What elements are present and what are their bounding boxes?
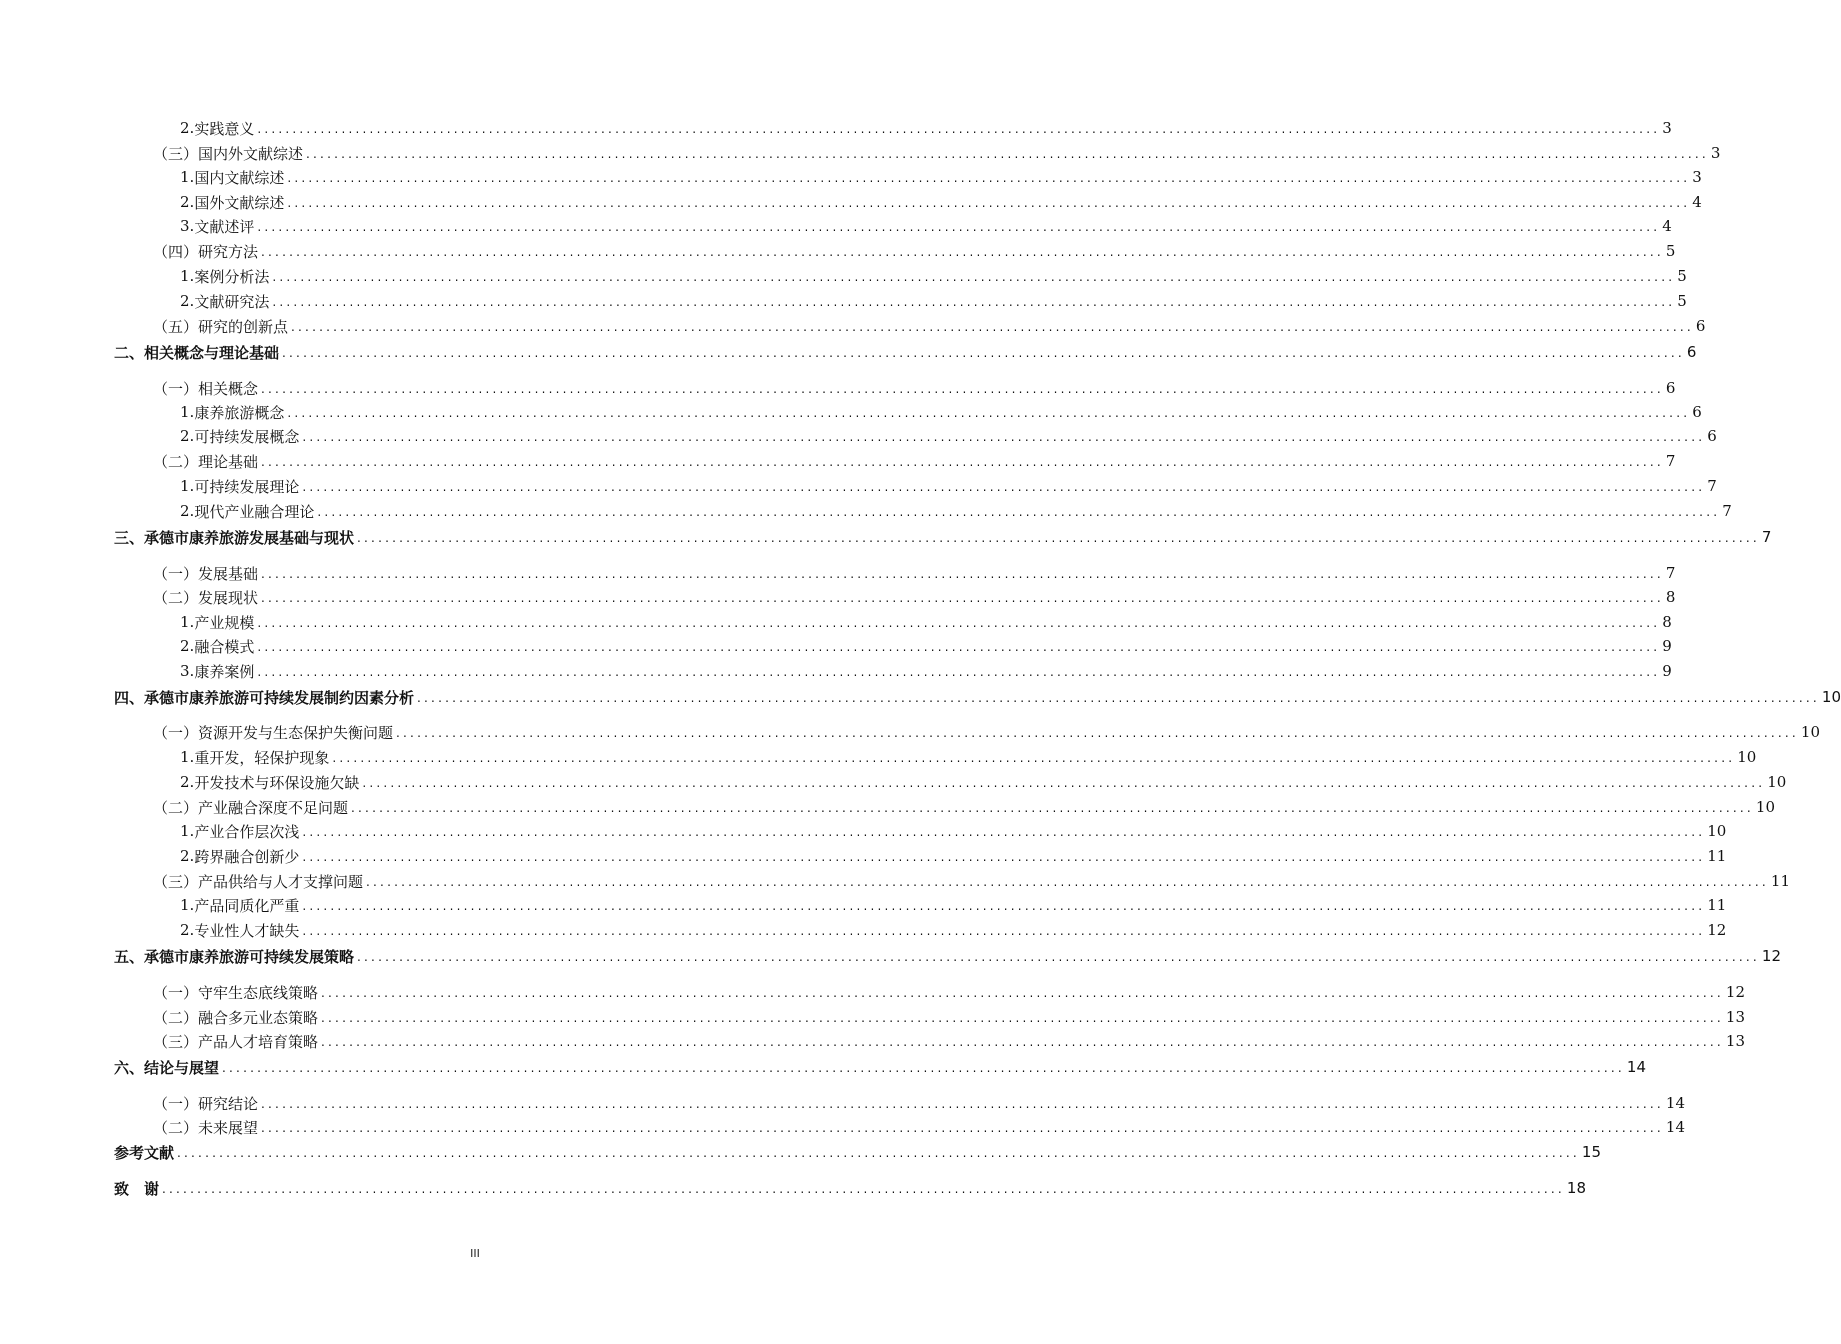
toc-entry-page: 5 (1677, 267, 1687, 285)
toc-leader-dots: ........................................................................................................................................................................................................ (321, 1011, 1724, 1025)
toc-leader-dots: ........................................................................................................................................................................................................ (222, 1061, 1625, 1075)
toc-leader-dots: ........................................................................................................................................................................................................ (261, 1097, 1664, 1111)
toc-entry-number: 3. (180, 217, 195, 235)
toc-leader-dots: ........................................................................................................................................................................................................ (351, 801, 1754, 815)
toc-leader-dots: ........................................................................................................................................................................................................ (282, 346, 1685, 360)
toc-leader-dots: ........................................................................................................................................................................................................ (257, 640, 1661, 654)
toc-entry-number: 二、 (114, 343, 145, 362)
toc-section-entry[interactable] (0, 1116, 1686, 1138)
toc-entry-page: 6 (1686, 343, 1697, 361)
toc-subsection-entry[interactable] (0, 401, 1702, 423)
toc-entry-number: （三） (153, 1032, 199, 1051)
toc-entry-page: 7 (1665, 452, 1676, 470)
toc-entry-page: 4 (1692, 193, 1702, 211)
toc-entry-title: 康养案例 (194, 662, 255, 681)
toc-entry-page: 10 (1737, 748, 1757, 766)
toc-entry-number: 2. (180, 427, 195, 445)
toc-entry-page: 6 (1695, 317, 1706, 335)
toc-entry-number: 2. (180, 921, 195, 939)
toc-entry-number: 1. (180, 477, 195, 495)
toc-entry-page: 14 (1665, 1094, 1686, 1112)
toc-subsection-entry[interactable] (0, 166, 1702, 188)
toc-entry-page: 10 (1767, 773, 1787, 791)
toc-leader-dots: ........................................................................................................................................................................................................ (302, 480, 1706, 494)
toc-entry-title: 国内外文献综述 (198, 144, 304, 163)
toc-entry-title: 产品同质化严重 (194, 896, 300, 915)
toc-entry-title: 文献研究法 (194, 292, 270, 311)
toc-entry-page: 10 (1821, 688, 1841, 706)
toc-entry-number: （二） (153, 798, 199, 817)
toc-entry-number: 五、 (114, 947, 145, 966)
toc-chapter-entry[interactable] (0, 341, 1697, 363)
toc-entry-title: 跨界融合创新少 (194, 847, 300, 866)
toc-entry-number: 2. (180, 637, 195, 655)
toc-leader-dots: ........................................................................................................................................................................................................ (287, 196, 1691, 210)
toc-entry-number: 2. (180, 773, 195, 791)
toc-entry-number: 1. (180, 613, 195, 631)
toc-subsection-entry[interactable] (0, 771, 1787, 793)
toc-entry-page: 11 (1707, 847, 1727, 865)
toc-leader-dots: ........................................................................................................................................................................................................ (177, 1146, 1580, 1160)
toc-entry-page: 3 (1692, 168, 1702, 186)
toc-leader-dots: ........................................................................................................................................................................................................ (257, 220, 1661, 234)
toc-section-entry[interactable] (0, 981, 1746, 1003)
toc-entry-page: 3 (1662, 119, 1672, 137)
toc-entry-title: 国内文献综述 (194, 168, 285, 187)
toc-leader-dots: ........................................................................................................................................................................................................ (261, 382, 1664, 396)
toc-chapter-entry[interactable] (0, 1177, 1586, 1199)
toc-entry-number: （一） (153, 983, 199, 1002)
toc-entry-title: 研究结论 (198, 1094, 259, 1113)
toc-leader-dots: ........................................................................................................................................................................................................ (261, 591, 1664, 605)
toc-entry-number: （一） (153, 723, 199, 742)
toc-entry-number: （二） (153, 1008, 199, 1027)
toc-leader-dots: ........................................................................................................................................................................................................ (357, 950, 1760, 964)
toc-entry-title: 相关概念 (198, 379, 259, 398)
toc-entry-number: （二） (153, 1118, 199, 1137)
toc-entry-title: 相关概念与理论基础 (144, 343, 280, 362)
toc-entry-title: 产业合作层次浅 (194, 822, 300, 841)
toc-section-entry[interactable] (0, 142, 1721, 164)
toc-entry-page: 6 (1665, 379, 1676, 397)
toc-entry-title: 承德市康养旅游可持续发展策略 (144, 947, 355, 966)
toc-chapter-entry[interactable] (0, 945, 1782, 967)
toc-leader-dots: ........................................................................................................................................................................................................ (302, 825, 1706, 839)
toc-section-entry[interactable] (0, 315, 1706, 337)
toc-entry-number: 2. (180, 193, 195, 211)
toc-entry-title: 产品供给与人才支撑问题 (198, 872, 364, 891)
toc-entry-number: 2. (180, 847, 195, 865)
toc-entry-title: 研究的创新点 (198, 317, 289, 336)
toc-entry-number: （一） (153, 1094, 199, 1113)
toc-leader-dots: ........................................................................................................................................................................................................ (261, 1121, 1664, 1135)
toc-entry-title: 未来展望 (198, 1118, 259, 1137)
toc-entry-page: 7 (1722, 502, 1732, 520)
toc-entry-page: 14 (1626, 1058, 1647, 1076)
toc-entry-title: 可持续发展概念 (194, 427, 300, 446)
toc-entry-page: 9 (1662, 662, 1672, 680)
toc-entry-page: 11 (1770, 872, 1791, 890)
toc-subsection-entry[interactable] (0, 611, 1672, 633)
toc-entry-page: 13 (1725, 1008, 1746, 1026)
toc-section-entry[interactable] (0, 1006, 1746, 1028)
toc-leader-dots: ........................................................................................................................................................................................................ (306, 147, 1709, 161)
toc-entry-title: 康养旅游概念 (194, 403, 285, 422)
toc-entry-number: 2. (180, 502, 195, 520)
toc-section-entry[interactable] (0, 377, 1676, 399)
toc-entry-page: 12 (1725, 983, 1746, 1001)
toc-entry-page: 10 (1707, 822, 1727, 840)
toc-entry-number: 六、 (114, 1058, 145, 1077)
toc-section-entry[interactable] (0, 450, 1676, 472)
toc-entry-title: 文献述评 (194, 217, 255, 236)
toc-chapter-entry[interactable] (0, 686, 1841, 708)
toc-entry-title: 资源开发与生态保护失衡问题 (198, 723, 394, 742)
toc-entry-page: 8 (1662, 613, 1672, 631)
toc-subsection-entry[interactable] (0, 117, 1672, 139)
toc-entry-title: 融合模式 (194, 637, 255, 656)
toc-subsection-entry[interactable] (0, 845, 1727, 867)
toc-leader-dots: ........................................................................................................................................................................................................ (162, 1182, 1565, 1196)
toc-section-entry[interactable] (0, 562, 1676, 584)
toc-section-entry[interactable] (0, 1092, 1686, 1114)
toc-entry-page: 9 (1662, 637, 1672, 655)
toc-subsection-entry[interactable] (0, 425, 1717, 447)
toc-subsection-entry[interactable] (0, 660, 1672, 682)
toc-entry-number: 2. (180, 119, 195, 137)
toc-entry-number: 1. (180, 896, 195, 914)
toc-entry-title: 实践意义 (194, 119, 255, 138)
toc-subsection-entry[interactable] (0, 290, 1687, 312)
toc-chapter-entry[interactable] (0, 1056, 1647, 1078)
toc-entry-title: 结论与展望 (144, 1058, 220, 1077)
toc-entry-title: 产业规模 (194, 613, 255, 632)
toc-entry-number: 1. (180, 168, 195, 186)
toc-entry-number: （一） (153, 564, 199, 583)
toc-leader-dots: ........................................................................................................................................................................................................ (302, 850, 1706, 864)
toc-entry-page: 15 (1581, 1143, 1601, 1161)
toc-leader-dots: ........................................................................................................................................................................................................ (321, 1035, 1724, 1049)
toc-subsection-entry[interactable] (0, 215, 1672, 237)
toc-section-entry[interactable] (0, 1030, 1746, 1052)
toc-entry-page: 18 (1566, 1179, 1586, 1197)
toc-section-entry[interactable] (0, 586, 1676, 608)
toc-entry-title: 致 谢 (114, 1179, 160, 1198)
toc-entry-title: 承德市康养旅游可持续发展制约因素分析 (144, 688, 415, 707)
toc-subsection-entry[interactable] (0, 500, 1732, 522)
toc-entry-number: 3. (180, 662, 195, 680)
toc-entry-number: 2. (180, 292, 195, 310)
toc-entry-title: 理论基础 (198, 452, 259, 471)
toc-leader-dots: ........................................................................................................................................................................................................ (261, 245, 1664, 259)
toc-leader-dots: ........................................................................................................................................................................................................ (257, 665, 1661, 679)
toc-chapter-entry[interactable] (0, 526, 1772, 548)
toc-entry-page: 12 (1761, 947, 1782, 965)
toc-entry-page: 6 (1692, 403, 1702, 421)
toc-entry-title: 现代产业融合理论 (194, 502, 315, 521)
toc-entry-title: 发展基础 (198, 564, 259, 583)
toc-leader-dots: ........................................................................................................................................................................................................ (287, 406, 1691, 420)
toc-leader-dots: ........................................................................................................................................................................................................ (291, 320, 1694, 334)
toc-entry-page: 8 (1665, 588, 1676, 606)
toc-subsection-entry[interactable] (0, 265, 1687, 287)
toc-subsection-entry[interactable] (0, 894, 1727, 916)
toc-entry-page: 10 (1800, 723, 1821, 741)
toc-entry-page: 7 (1761, 528, 1772, 546)
toc-leader-dots: ........................................................................................................................................................................................................ (261, 567, 1664, 581)
toc-entry-title: 国外文献综述 (194, 193, 285, 212)
toc-entry-number: （五） (153, 317, 199, 336)
toc-section-entry[interactable] (0, 796, 1776, 818)
toc-subsection-entry[interactable] (0, 746, 1757, 768)
toc-chapter-entry[interactable] (0, 1141, 1601, 1163)
toc-section-entry[interactable] (0, 870, 1791, 892)
toc-leader-dots: ........................................................................................................................................................................................................ (396, 726, 1799, 740)
toc-leader-dots: ........................................................................................................................................................................................................ (302, 430, 1706, 444)
toc-entry-title: 参考文献 (114, 1143, 175, 1162)
toc-entry-page: 7 (1665, 564, 1676, 582)
toc-entry-number: 1. (180, 748, 195, 766)
toc-entry-number: 四、 (114, 688, 145, 707)
toc-entry-title: 产业融合深度不足问题 (198, 798, 349, 817)
toc-entry-title: 专业性人才缺失 (194, 921, 300, 940)
toc-leader-dots: ........................................................................................................................................................................................................ (261, 455, 1664, 469)
toc-leader-dots: ........................................................................................................................................................................................................ (257, 616, 1661, 630)
toc-entry-page: 12 (1707, 921, 1727, 939)
toc-entry-page: 11 (1707, 896, 1727, 914)
page-number: III (470, 1247, 480, 1260)
toc-entry-title: 融合多元业态策略 (198, 1008, 319, 1027)
toc-entry-number: 三、 (114, 528, 145, 547)
toc-entry-number: （三） (153, 872, 199, 891)
toc-leader-dots: ........................................................................................................................................................................................................ (272, 270, 1676, 284)
toc-entry-page: 6 (1707, 427, 1717, 445)
toc-entry-page: 4 (1662, 217, 1672, 235)
toc-entry-title: 发展现状 (198, 588, 259, 607)
toc-entry-title: 开发技术与环保设施欠缺 (194, 773, 360, 792)
toc-entry-title: 重开发，轻保护现象 (194, 748, 330, 767)
toc-subsection-entry[interactable] (0, 191, 1702, 213)
toc-entry-title: 产品人才培育策略 (198, 1032, 319, 1051)
toc-leader-dots: ........................................................................................................................................................................................................ (257, 122, 1661, 136)
toc-leader-dots: ........................................................................................................................................................................................................ (332, 751, 1736, 765)
toc-entry-page: 14 (1665, 1118, 1686, 1136)
toc-entry-number: （二） (153, 588, 199, 607)
toc-leader-dots: ........................................................................................................................................................................................................ (321, 986, 1724, 1000)
toc-entry-number: （一） (153, 379, 199, 398)
toc-leader-dots: ........................................................................................................................................................................................................ (287, 171, 1691, 185)
toc-entry-title: 可持续发展理论 (194, 477, 300, 496)
toc-entry-title: 研究方法 (198, 242, 259, 261)
toc-subsection-entry[interactable] (0, 820, 1727, 842)
toc-entry-number: （四） (153, 242, 199, 261)
toc-subsection-entry[interactable] (0, 475, 1717, 497)
toc-entry-number: 1. (180, 267, 195, 285)
toc-entry-title: 承德市康养旅游发展基础与现状 (144, 528, 355, 547)
toc-subsection-entry[interactable] (0, 919, 1727, 941)
toc-entry-page: 5 (1665, 242, 1676, 260)
toc-entry-title: 守牢生态底线策略 (198, 983, 319, 1002)
toc-leader-dots: ........................................................................................................................................................................................................ (272, 295, 1676, 309)
toc-leader-dots: ........................................................................................................................................................................................................ (417, 691, 1820, 705)
toc-entry-title: 案例分析法 (194, 267, 270, 286)
toc-leader-dots: ........................................................................................................................................................................................................ (302, 899, 1706, 913)
toc-leader-dots: ........................................................................................................................................................................................................ (357, 531, 1760, 545)
toc-subsection-entry[interactable] (0, 635, 1672, 657)
toc-entry-number: （二） (153, 452, 199, 471)
toc-entry-page: 3 (1710, 144, 1721, 162)
toc-section-entry[interactable] (0, 240, 1676, 262)
toc-entry-number: 1. (180, 822, 195, 840)
toc-section-entry[interactable] (0, 721, 1821, 743)
toc-entry-page: 5 (1677, 292, 1687, 310)
toc-leader-dots: ........................................................................................................................................................................................................ (317, 505, 1721, 519)
toc-leader-dots: ........................................................................................................................................................................................................ (362, 776, 1766, 790)
toc-entry-page: 7 (1707, 477, 1717, 495)
toc-entry-page: 13 (1725, 1032, 1746, 1050)
toc-entry-number: （三） (153, 144, 199, 163)
toc-entry-number: 1. (180, 403, 195, 421)
toc-leader-dots: ........................................................................................................................................................................................................ (366, 875, 1769, 889)
toc-leader-dots: ........................................................................................................................................................................................................ (302, 924, 1706, 938)
toc-entry-page: 10 (1755, 798, 1776, 816)
